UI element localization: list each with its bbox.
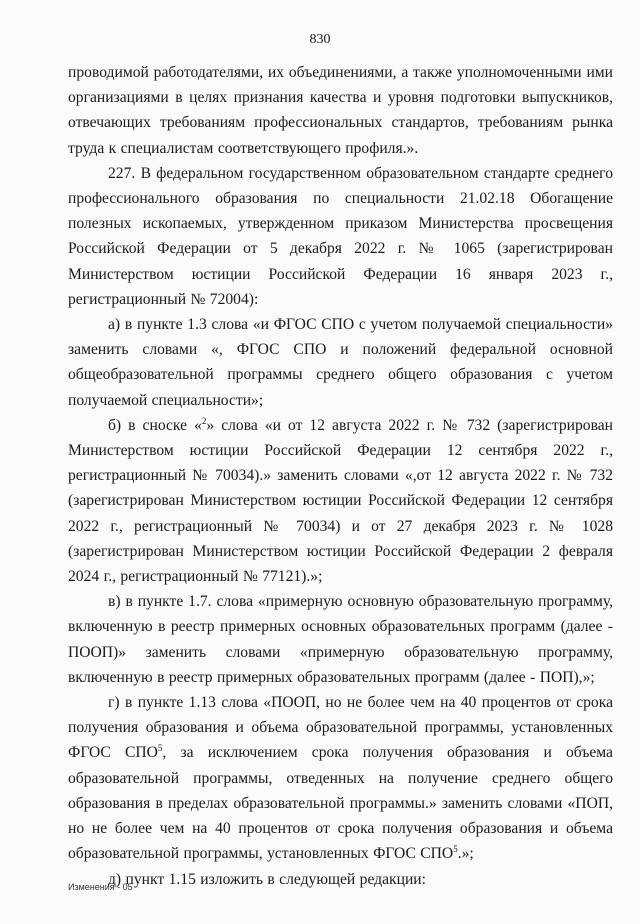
paragraph bbox=[68, 690, 613, 866]
paragraph bbox=[68, 161, 613, 312]
paragraph-text: 227. В федеральном государственном образовательном стандарте среднего профессионального образования по специальности 21.02.18 Обогащение полезных ископаемых, утвержденном приказом Министерства просвещения Российской Федерации от 5 декабря 2022 г. № 1065 (зарегистрирован Министерством юстиции Российской Федерации 16 января 2023 г., регистрационный № 72004): bbox=[68, 164, 613, 308]
footnote-ref: 5 bbox=[453, 844, 458, 855]
paragraph-text: а) в пункте 1.3 слова «и ФГОС СПО с учетом получаемой специальности» заменить словами «, ФГОС СПО и положений федеральной основной общеобразовательной программы среднего общего образования с учетом получаемой специальности»; bbox=[68, 316, 613, 409]
paragraph bbox=[68, 413, 613, 589]
footnote-ref: 5 bbox=[157, 743, 163, 754]
page-number: 830 bbox=[309, 32, 331, 47]
document-body bbox=[68, 60, 613, 892]
paragraph-text: проводимой работодателями, их объединениями, а также уполномоченными ими организациями в целях признания качества и уровня подготовки выпускников, отвечающих требованиям профессиональных стандартов, требованиям рынка труда к специалистам соответствующего профиля.». bbox=[68, 64, 613, 157]
paragraph-text: .»; bbox=[457, 845, 474, 863]
paragraph-text: г) в пункте 1.13 слова «ПООП, но не более чем на 40 процентов от срока получения образования и объема образовательной программы, установленных ФГОС СПО bbox=[68, 694, 613, 762]
footer-note: Изменения - 05 bbox=[68, 882, 133, 892]
paragraph-text: д) пункт 1.15 изложить в следующей редакции: bbox=[108, 870, 426, 888]
footnote-ref: 2 bbox=[201, 415, 207, 426]
paragraph-text: » слова «и от 12 августа 2022 г. № 732 (зарегистрирован Министерством юстиции Российской Федерации 12 сентября 2022 г., регистрационный № 70034).» заменить словами «,от 12 августа 2022 г. № 732 (зарегистрирован Министерством юстиции Российской Федерации 12 сентября 2022 г., регистрационный № 70034) и от 27 декабря 2023 г. № 1028 (зарегистрирован Министерством юстиции Российской Федерации 2 февраля 2024 г., регистрационный № 77121).»; bbox=[68, 416, 613, 586]
paragraph-text: , за исключением срока получения образования и объема образовательной программы, отведенных на получение среднего общего образования в пределах образовательной программы.» заменить словами «ПОП, но не более чем на 40 процентов от срока получения образования и объема образовательной программы, установленных ФГОС СПО bbox=[68, 744, 613, 863]
paragraph bbox=[68, 312, 613, 413]
paragraph bbox=[68, 589, 613, 690]
paragraph-text: б) в сноске « bbox=[108, 416, 202, 434]
paragraph bbox=[68, 867, 613, 892]
paragraph bbox=[68, 60, 613, 161]
paragraph-text: в) в пункте 1.7. слова «примерную основную образовательную программу, включенную в реестр примерных основных образовательных программ (далее - ПООП)» заменить словами «примерную образовательную программу, включенную в реестр примерных образовательных программ (далее - ПОП),»; bbox=[68, 593, 613, 686]
